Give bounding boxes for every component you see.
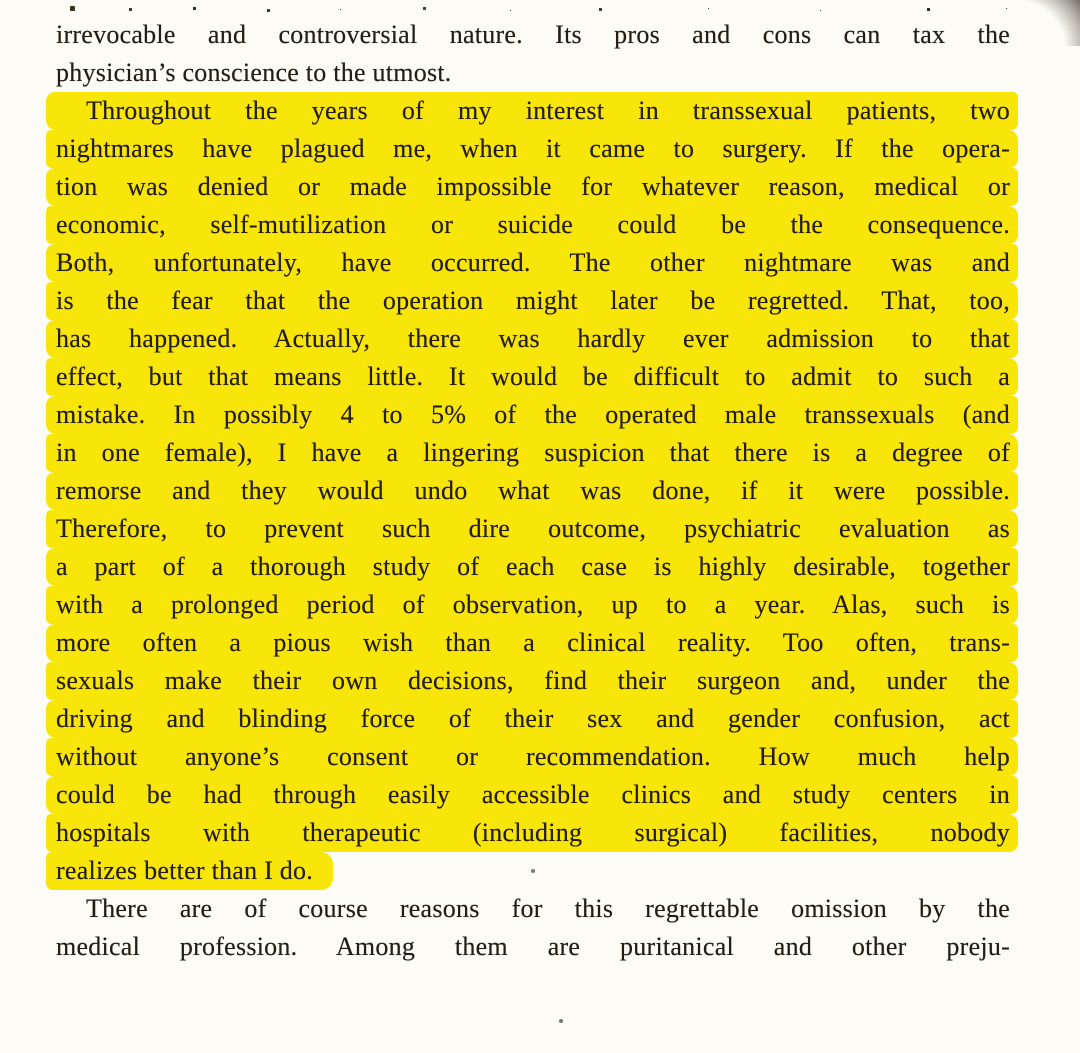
- highlighted-text-line: without anyone’s consent or recommendation. How much help: [46, 738, 1018, 776]
- paragraph-highlighted: [56, 92, 1010, 890]
- text-line: irrevocable and controversial nature. Its pros and cons can tax the: [56, 20, 1010, 49]
- highlighted-text-line: driving and blinding force of their sex and gender confusion, act: [46, 700, 1018, 738]
- highlighted-text-line: a part of a thorough study of each case is highly desirable, together: [46, 548, 1018, 586]
- highlighted-text-line: effect, but that means little. It would be difficult to admit to such a: [46, 358, 1018, 396]
- highlighted-text-line: in one female), I have a lingering suspicion that there is a degree of: [46, 434, 1018, 472]
- paragraph-intro: [56, 16, 1010, 92]
- highlighted-text-line: realizes better than I do.: [46, 852, 333, 890]
- highlighted-text-line: Both, unfortunately, have occurred. The other nightmare was and: [46, 244, 1018, 282]
- highlighted-text-line: could be had through easily accessible clinics and study centers in: [46, 776, 1018, 814]
- ink-remnant-marks: [70, 6, 75, 11]
- highlighted-text-line: hospitals with therapeutic (including surgical) facilities, nobody: [46, 814, 1018, 852]
- highlighted-text-line: Throughout the years of my interest in transsexual patients, two: [46, 92, 1018, 130]
- highlighted-text-line: mistake. In possibly 4 to 5% of the operated male transsexuals (and: [46, 396, 1018, 434]
- text-column: [56, 4, 1010, 966]
- highlighted-text-line: Therefore, to prevent such dire outcome, psychiatric evaluation as: [46, 510, 1018, 548]
- paragraph-closing: [56, 890, 1010, 966]
- highlighted-text-line: economic, self-mutilization or suicide could be the consequence.: [46, 206, 1018, 244]
- text-line: physician’s conscience to the utmost.: [56, 58, 452, 87]
- text-line: medical profession. Among them are puritanical and other preju-: [56, 932, 1010, 961]
- highlighted-text-line: with a prolonged period of observation, up to a year. Alas, such is: [46, 586, 1018, 624]
- page-corner-shadow: [1010, 0, 1080, 46]
- highlighted-text-line: more often a pious wish than a clinical reality. Too often, trans-: [46, 624, 1018, 662]
- highlighted-text-line: is the fear that the operation might later be regretted. That, too,: [46, 282, 1018, 320]
- cropped-text-remnants: [56, 4, 1010, 16]
- highlighted-text-line: sexuals make their own decisions, find their surgeon and, under the: [46, 662, 1018, 700]
- text-line: There are of course reasons for this regrettable omission by the: [86, 894, 1010, 923]
- ink-speck: [531, 869, 535, 873]
- ink-speck: [559, 1019, 563, 1023]
- highlighted-text-line: remorse and they would undo what was done, if it were possible.: [46, 472, 1018, 510]
- highlighted-text-line: has happened. Actually, there was hardly ever admission to that: [46, 320, 1018, 358]
- highlighted-text-line: nightmares have plagued me, when it came to surgery. If the opera-: [46, 130, 1018, 168]
- highlighted-text-line: tion was denied or made impossible for whatever reason, medical or: [46, 168, 1018, 206]
